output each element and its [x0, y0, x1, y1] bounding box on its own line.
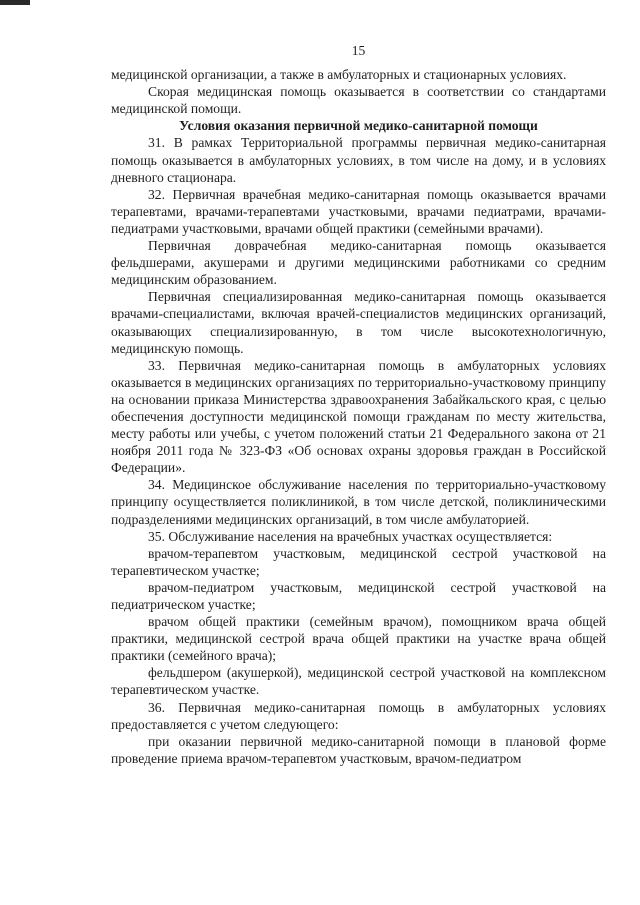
- scan-corner-mark: [0, 0, 30, 5]
- list-item-general-practice: врачом общей практики (семейным врачом), помощником врача общей практики, медицинской сестрой врача общей практики на участке врача общей практики (семейного врача);: [111, 614, 606, 664]
- paragraph-32: 32. Первичная врачебная медико-санитарная помощь оказывается врачами терапевтами, врачами-терапевтами участковыми, врачами педиатрами, врачами-педиатрами участковыми, врачами общей практики (семейными врачами).: [111, 186, 606, 236]
- page-number: 15: [351, 43, 366, 58]
- paragraph-33: 33. Первичная медико-санитарная помощь в амбулаторных условиях оказывается в медицинских организациях по территориально-участковому принципу на основании приказа Министерства здравоохранения Забайкальского края, с целью обеспечения доступности медицинской помощи гражданам по месту жительства, месту работы или учебы, с учетом положений статьи 21 Федерального закона от 21 ноября 2011 года № 323-ФЗ «Об основах охраны здоровья граждан в Российской Федерации».: [111, 357, 606, 476]
- paragraph-36: 36. Первичная медико-санитарная помощь в амбулаторных условиях предоставляется с учетом следующего:: [111, 699, 606, 732]
- paragraph-34: 34. Медицинское обслуживание населения по территориально-участковому принципу осуществляется поликлиникой, в том числе детской, поликлиническими подразделениями медицинских организаций, в том числе амбулаторией.: [111, 477, 606, 527]
- paragraph-continuation: медицинской организации, а также в амбулаторных и стационарных условиях.: [111, 67, 567, 83]
- list-item-feldsher: фельдшером (акушеркой), медицинской сестрой участковой на комплексном терапевтическом участке.: [111, 665, 606, 698]
- paragraph-emergency-care: Скорая медицинская помощь оказывается в соответствии со стандартами медицинской помощи.: [111, 84, 606, 117]
- paragraph-planned-care: при оказании первичной медико-санитарной помощи в плановой форме проведение приема врачом-терапевтом участковым, врачом-педиатром: [111, 733, 606, 766]
- paragraph-35: 35. Обслуживание населения на врачебных участках осуществляется:: [148, 528, 553, 544]
- paragraph-31: 31. В рамках Территориальной программы первичная медико-санитарная помощь оказывается в амбулаторных условиях, в том числе на дому, и в условиях дневного стационара.: [111, 135, 606, 185]
- list-item-pediatrician: врачом-педиатром участковым, медицинской сестрой участковой на педиатрическом участке;: [111, 579, 606, 612]
- paragraph-pre-medical-care: Первичная доврачебная медико-санитарная помощь оказывается фельдшерами, акушерами и другими медицинскими работниками со средним медицинским образованием.: [111, 238, 606, 288]
- list-item-therapist: врачом-терапевтом участковым, медицинской сестрой участковой на терапевтическом участке;: [111, 545, 606, 578]
- paragraph-specialized-care: Первичная специализированная медико-санитарная помощь оказывается врачами-специалистами, включая врачей-специалистов медицинских организаций, оказывающих специализированную, в том числе высокотехнологичную, медицинскую помощь.: [111, 289, 606, 356]
- section-heading: Условия оказания первичной медико-санитарной помощи: [179, 118, 538, 134]
- document-page: [111, 42, 606, 767]
